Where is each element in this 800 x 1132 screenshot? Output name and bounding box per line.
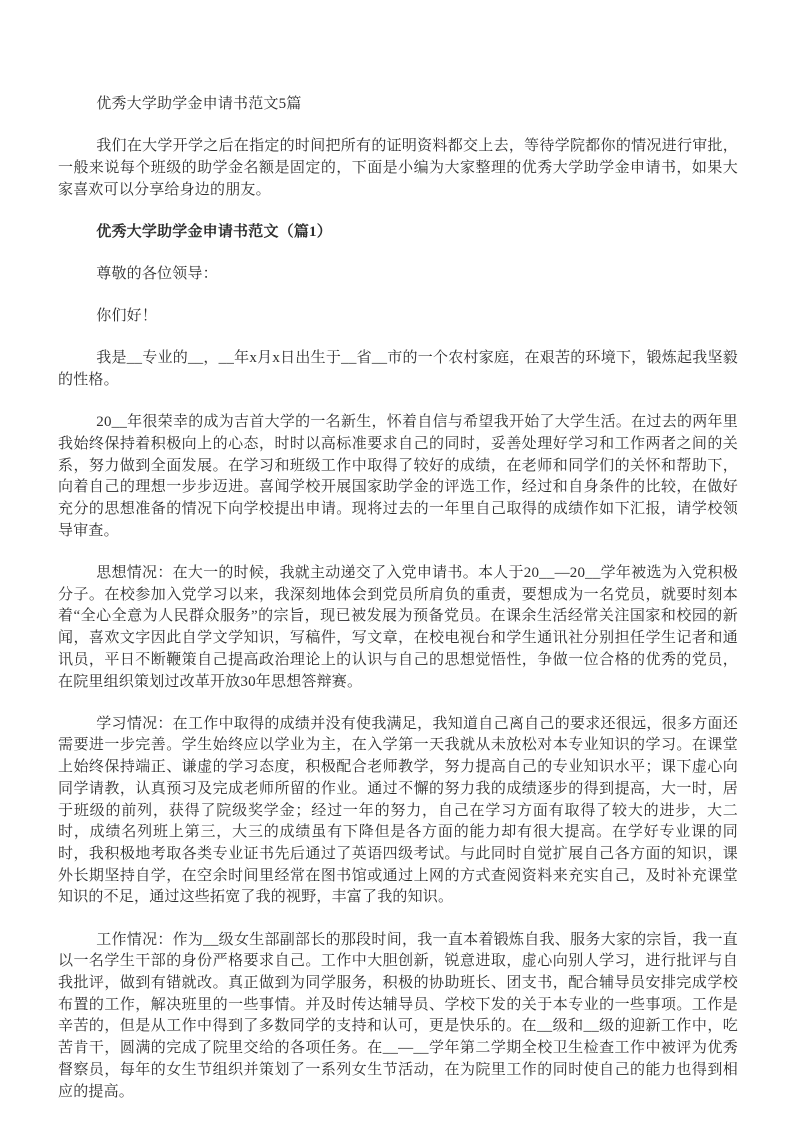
- self-introduction-paragraph: 我是__专业的__，__年x月x日出生于__省__市的一个农村家庭，在艰苦的环境下，锻炼起我坚毅的性格。: [58, 350, 738, 389]
- ideology-paragraph: 思想情况：在大一的时候，我就主动递交了入党申请书。本人于20__—20__学年被选为入党积极分子。在校参加入党学习以来，我深刻地体会到党员所肩负的重责，要想成为一名党员，就要时刻本着“全心全意为人民群众服务”的宗旨，现已被发展为预备党员。在课余生活经常关注国家和校园的新闻，喜欢文字因此自学文学知识，写稿件，写文章，在校电视台和学生通讯社分别担任学生记者和通讯员，平日不断鞭策自己提高政治理论上的认识与自己的思想觉悟性，争做一位合格的优秀的党员，在院里组织策划过改革开放30年思想答辩赛。: [58, 565, 738, 690]
- greeting-line: 你们好！: [96, 308, 158, 325]
- intro-paragraph: 我们在大学开学之后在指定的时间把所有的证明资料都交上去，等待学院都你的情况进行审批，一般来说每个班级的助学金名额是固定的，下面是小编为大家整理的优秀大学助学金申请书，如果大家喜欢可以分享给身边的朋友。: [58, 138, 738, 198]
- document-title: 优秀大学助学金申请书范文5篇: [96, 96, 302, 112]
- document-body: [58, 94, 738, 1103]
- study-paragraph: 学习情况：在工作中取得的成绩并没有使我满足，我知道自己离自己的要求还很远，很多方面还需要进一步完善。学生始终应以学业为主，在入学第一天我就从未放松对本专业知识的学习。在课堂上始终保持端正、谦虚的学习态度，积极配合老师教学，努力提高自己的专业知识水平；课下虚心向同学请教，认真预习及完成老师所留的作业。通过不懈的努力我的成绩逐步的得到提高，大一时，居于班级的前列，获得了院级奖学金；经过一年的努力，自己在学习方面有取得了较大的进步，大二时，成绩名列班上第三，大三的成绩虽有下降但是各方面的能力却有很大提高。在学好专业课的同时，我积极地考取各类专业证书先后通过了英语四级考试。与此同时自觉扩展自己各方面的知识，课外长期坚持自学，在空余时间里经常在图书馆或通过上网的方式查阅资料来充实自己，及时补充课堂知识的不足，通过这些拓宽了我的视野，丰富了我的知识。: [58, 715, 738, 906]
- work-paragraph: 工作情况：作为__级女生部副部长的那段时间，我一直本着锻炼自我、服务大家的宗旨，我一直以一名学生干部的身份严格要求自己。工作中大胆创新，锐意进取，虚心向别人学习，进行批评与自我批评，做到有错就改。真正做到为同学服务，积极的协助班长、团支书，配合辅导员安排完成学校布置的工作，解决班里的一些事情。并及时传达辅导员、学校下发的关于本专业的一些事项。工作是辛苦的，但是从工作中得到了多数同学的支持和认可，更是快乐的。在__级和__级的迎新工作中，吃苦肯干，圆满的完成了院里交给的各项任务。在__—__学年第二学期全校卫生检查工作中被评为优秀督察员，每年的女生节组织并策划了一系列女生节活动，在为院里工作的同时使自己的能力也得到相应的提高。: [58, 931, 738, 1100]
- section-heading-part1: 优秀大学助学金申请书范文（篇1）: [96, 223, 332, 240]
- background-paragraph: 20__年很荣幸的成为吉首大学的一名新生，怀着自信与希望我开始了大学生活。在过去的两年里我始终保持着积极向上的心态，时时以高标准要求自己的同时，妥善处理好学习和工作两者之间的关系，努力做到全面发展。在学习和班级工作中取得了较好的成绩，在老师和同学们的关怀和帮助下，向着自己的理想一步步迈进。喜闻学校开展国家助学金的评选工作，经过和自身条件的比较，在做好充分的思想准备的情况下向学校提出申请。现将过去的一年里自己取得的成绩作如下汇报，请学校领导审查。: [58, 414, 738, 539]
- salutation-line: 尊敬的各位领导：: [96, 266, 218, 283]
